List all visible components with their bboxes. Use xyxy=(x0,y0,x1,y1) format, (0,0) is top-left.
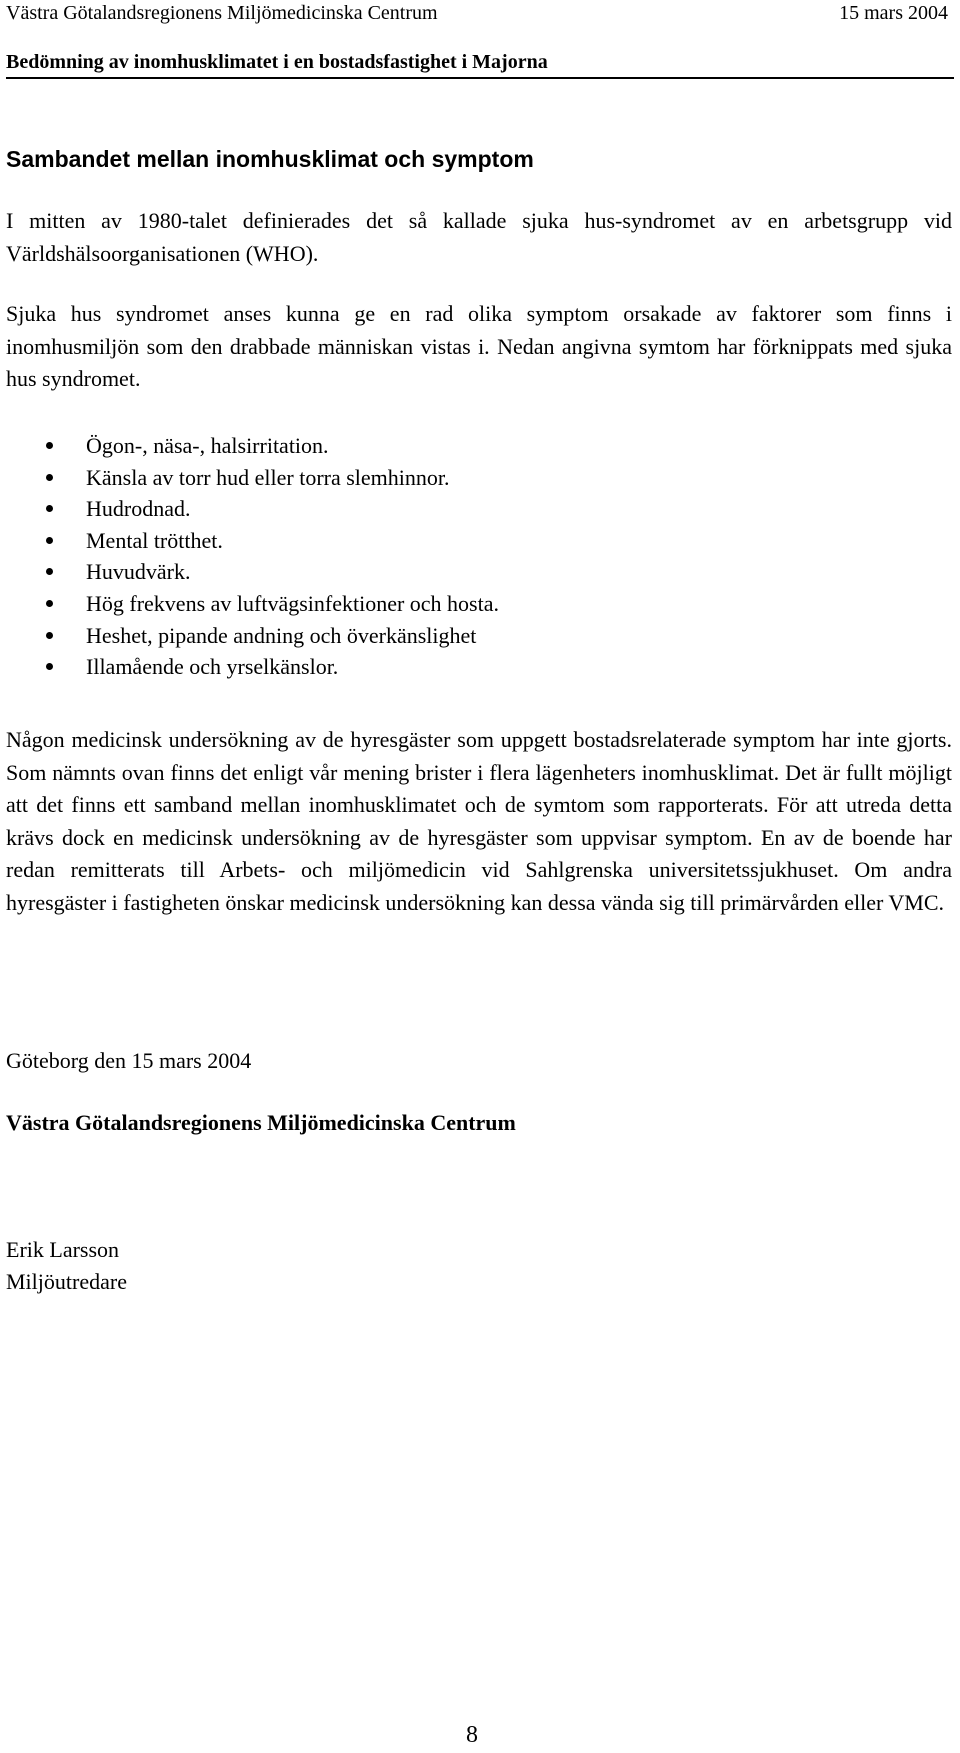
section-heading: Sambandet mellan inomhusklimat och symptom xyxy=(6,146,534,172)
symptom-text: Känsla av torr hud eller torra slemhinnor. xyxy=(86,464,450,490)
header-report-title: Bedömning av inomhusklimatet i en bostadsfastighet i Majorna xyxy=(6,51,548,73)
bullet-icon xyxy=(46,505,53,512)
list-item xyxy=(6,493,499,525)
header-organization: Västra Götalandsregionens Miljömedicinska Centrum xyxy=(6,2,438,24)
paragraph-who-definition: I mitten av 1980-talet definierades det så kallade sjuka hus-syndromet av en arbetsgrupp vid Världshälsoorganisationen (WHO). xyxy=(6,208,952,266)
bullet-icon xyxy=(46,663,53,670)
page-number: 8 xyxy=(466,1722,478,1748)
bullet-icon xyxy=(46,600,53,607)
document-page xyxy=(6,0,954,1753)
bullet-icon xyxy=(46,474,53,481)
symptom-text: Hudrodnad. xyxy=(86,496,191,522)
page-header xyxy=(6,0,954,26)
signature-name: Erik Larsson xyxy=(6,1237,120,1262)
bullet-icon xyxy=(46,632,53,639)
list-item xyxy=(6,430,499,462)
symptom-text: Ögon-, näsa-, halsirritation. xyxy=(86,433,329,458)
symptom-text: Heshet, pipande andning och överkänslighet xyxy=(86,622,477,648)
bullet-icon xyxy=(46,568,53,575)
list-item xyxy=(6,525,499,557)
paragraph-medical-examination: Någon medicinsk undersökning av de hyresgäster som uppgett bostadsrelaterade symptom har inte gjorts. Som nämnts ovan finns det enligt vår mening brister i flera lägenheters inomhusklimat. Det är fullt möjligt att det finns ett samband mellan inomhusklimatet och de symtom som rapporterats. För att utreda detta krävs dock en medicinsk undersökning av de hyresgäster som uppvisar symptom. En av de boende har redan remitterats till Arbets- och miljömedicin vid Sahlgrenska universitetssjukhuset. Om andra hyresgäster i fastigheten önskar medicinsk undersökning kan dessa vända sig till primärvården eller VMC. xyxy=(6,727,952,915)
closing-organization: Västra Götalandsregionens Miljömedicinska Centrum xyxy=(6,1110,516,1135)
symptom-text: Hög frekvens av luftvägsinfektioner och hosta. xyxy=(86,590,499,616)
bullet-icon xyxy=(46,442,53,449)
bullet-icon xyxy=(46,537,53,544)
symptom-list xyxy=(6,430,499,683)
list-item xyxy=(6,620,499,652)
signature-title: Miljöutredare xyxy=(6,1269,127,1294)
list-item xyxy=(6,462,499,494)
header-divider xyxy=(6,77,954,79)
symptom-text: Huvudvärk. xyxy=(86,559,191,585)
symptom-text: Illamående och yrselkänslor. xyxy=(86,654,339,680)
closing-place-date: Göteborg den 15 mars 2004 xyxy=(6,1048,252,1073)
list-item xyxy=(6,556,499,588)
list-item xyxy=(6,588,499,620)
list-item xyxy=(6,651,499,683)
symptom-text: Mental trötthet. xyxy=(86,527,223,553)
paragraph-syndrome-description: Sjuka hus syndromet anses kunna ge en rad olika symptom orsakade av faktorer som finns i inomhusmiljön som den drabbade människan vistas i. Nedan angivna symtom har förknippats med sjuka hus syndromet. xyxy=(6,301,952,391)
header-date: 15 mars 2004 xyxy=(839,2,948,24)
